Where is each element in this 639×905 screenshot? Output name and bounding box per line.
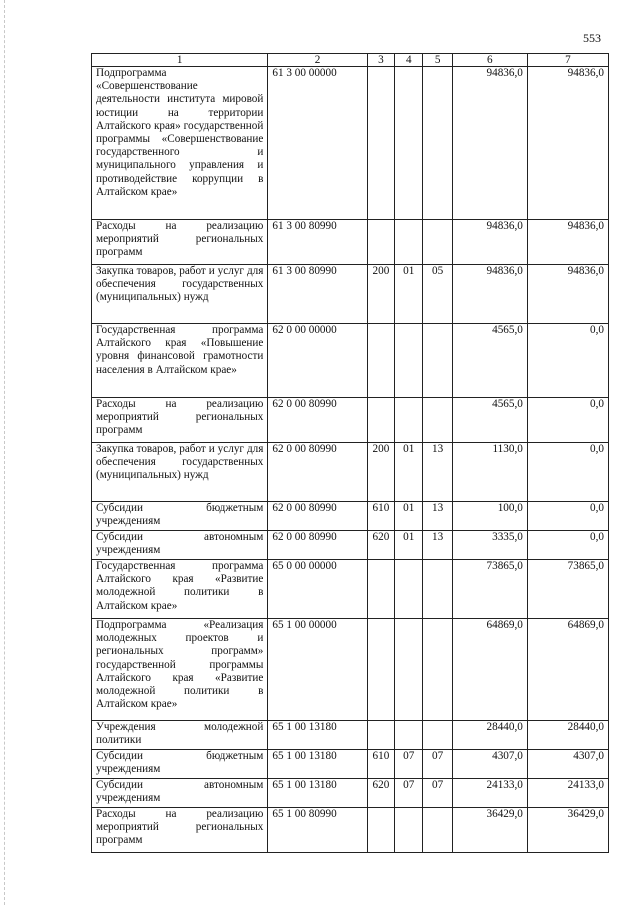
row-col-3 [367, 398, 394, 443]
row-name: Субсидии автономным учреждениям [92, 779, 268, 808]
row-col-3: 200 [367, 265, 394, 324]
row-col-4 [395, 808, 423, 853]
row-col-4: 01 [395, 265, 423, 324]
row-value-7: 94836,0 [527, 265, 608, 324]
row-col-3: 610 [367, 750, 394, 779]
table-row [92, 750, 609, 779]
row-value-6: 94836,0 [452, 265, 527, 324]
row-col-5 [423, 721, 452, 750]
row-col-4 [395, 619, 423, 721]
row-name: Государственная программа Алтайского края «Повышение уровня финансовой грамотности населения в Алтайском крае» [92, 324, 268, 398]
row-col-5: 07 [423, 779, 452, 808]
row-value-7: 24133,0 [527, 779, 608, 808]
header-col-1: 1 [92, 54, 268, 67]
table-row [92, 721, 609, 750]
row-col-5 [423, 398, 452, 443]
header-col-4: 4 [395, 54, 423, 67]
page-number: 553 [583, 31, 601, 45]
row-name: Расходы на реализацию мероприятий региональных программ [92, 220, 268, 265]
row-value-7: 94836,0 [527, 67, 608, 220]
row-code: 61 3 00 80990 [268, 220, 367, 265]
header-col-3: 3 [367, 54, 394, 67]
row-col-4: 07 [395, 750, 423, 779]
table-row [92, 324, 609, 398]
row-col-3: 200 [367, 443, 394, 502]
table-header-row [92, 54, 609, 67]
row-value-6: 28440,0 [452, 721, 527, 750]
row-name: Государственная программа Алтайского края «Развитие молодежной политики в Алтайском крае» [92, 560, 268, 619]
row-value-6: 64869,0 [452, 619, 527, 721]
row-col-4: 01 [395, 443, 423, 502]
row-name: Расходы на реализацию мероприятий региональных программ [92, 808, 268, 853]
table-row [92, 560, 609, 619]
row-code: 65 1 00 13180 [268, 750, 367, 779]
row-value-7: 0,0 [527, 398, 608, 443]
row-col-4 [395, 324, 423, 398]
row-name: Учреждения молодежной политики [92, 721, 268, 750]
row-value-7: 0,0 [527, 502, 608, 531]
row-code: 65 0 00 00000 [268, 560, 367, 619]
row-code: 62 0 00 00000 [268, 324, 367, 398]
row-col-4: 01 [395, 531, 423, 560]
row-value-6: 3335,0 [452, 531, 527, 560]
row-code: 65 1 00 13180 [268, 779, 367, 808]
table-row [92, 531, 609, 560]
row-code: 62 0 00 80990 [268, 443, 367, 502]
table-row [92, 67, 609, 220]
row-value-6: 4307,0 [452, 750, 527, 779]
row-code: 65 1 00 00000 [268, 619, 367, 721]
row-name: Закупка товаров, работ и услуг для обеспечения государственных (муниципальных) нужд [92, 265, 268, 324]
row-value-7: 4307,0 [527, 750, 608, 779]
row-col-5 [423, 220, 452, 265]
row-col-3 [367, 220, 394, 265]
row-col-4 [395, 721, 423, 750]
row-code: 62 0 00 80990 [268, 502, 367, 531]
row-value-6: 4565,0 [452, 324, 527, 398]
row-code: 65 1 00 80990 [268, 808, 367, 853]
row-value-7: 94836,0 [527, 220, 608, 265]
row-col-5: 13 [423, 502, 452, 531]
table-row [92, 398, 609, 443]
row-name: Расходы на реализацию мероприятий региональных программ [92, 398, 268, 443]
row-name: Подпрограмма «Реализация молодежных проектов и региональных программ» государственной программы Алтайского края «Развитие молодежной политики в Алтайском крае» [92, 619, 268, 721]
row-col-3 [367, 67, 394, 220]
row-name: Субсидии автономным учреждениям [92, 531, 268, 560]
row-name: Субсидии бюджетным учреждениям [92, 750, 268, 779]
row-col-5 [423, 324, 452, 398]
row-value-6: 36429,0 [452, 808, 527, 853]
row-col-5: 07 [423, 750, 452, 779]
row-col-4: 07 [395, 779, 423, 808]
row-value-6: 94836,0 [452, 220, 527, 265]
row-col-3: 620 [367, 779, 394, 808]
row-name: Закупка товаров, работ и услуг для обеспечения государственных (муниципальных) нужд [92, 443, 268, 502]
table-row [92, 220, 609, 265]
row-col-5: 13 [423, 531, 452, 560]
row-value-6: 94836,0 [452, 67, 527, 220]
table-row [92, 502, 609, 531]
row-value-7: 0,0 [527, 531, 608, 560]
row-col-5: 05 [423, 265, 452, 324]
row-code: 61 3 00 80990 [268, 265, 367, 324]
header-col-2: 2 [268, 54, 367, 67]
row-value-6: 24133,0 [452, 779, 527, 808]
table-row [92, 443, 609, 502]
row-value-6: 73865,0 [452, 560, 527, 619]
row-value-6: 4565,0 [452, 398, 527, 443]
row-col-3 [367, 808, 394, 853]
row-code: 61 3 00 00000 [268, 67, 367, 220]
row-col-3 [367, 721, 394, 750]
row-col-4: 01 [395, 502, 423, 531]
row-col-3 [367, 324, 394, 398]
row-col-3 [367, 619, 394, 721]
header-col-5: 5 [423, 54, 452, 67]
row-code: 62 0 00 80990 [268, 398, 367, 443]
row-name: Подпрограмма «Совершенствование деятельности института мировой юстиции на территории Алтайского края» государственной программы «Совершенствование государственного и муниципального управления и противодействие коррупции в Алтайском крае» [92, 67, 268, 220]
row-code: 65 1 00 13180 [268, 721, 367, 750]
row-value-7: 64869,0 [527, 619, 608, 721]
row-col-3 [367, 560, 394, 619]
row-code: 62 0 00 80990 [268, 531, 367, 560]
header-col-6: 6 [452, 54, 527, 67]
table-row [92, 808, 609, 853]
row-col-5 [423, 619, 452, 721]
row-name: Субсидии бюджетным учреждениям [92, 502, 268, 531]
row-col-3: 620 [367, 531, 394, 560]
row-value-6: 100,0 [452, 502, 527, 531]
row-col-5 [423, 560, 452, 619]
row-col-5: 13 [423, 443, 452, 502]
row-col-5 [423, 808, 452, 853]
row-value-6: 1130,0 [452, 443, 527, 502]
page-margin-line [4, 0, 5, 905]
budget-table [91, 53, 609, 853]
table-row [92, 265, 609, 324]
row-col-4 [395, 560, 423, 619]
row-col-4 [395, 220, 423, 265]
row-col-3: 610 [367, 502, 394, 531]
row-value-7: 73865,0 [527, 560, 608, 619]
row-col-4 [395, 67, 423, 220]
row-value-7: 28440,0 [527, 721, 608, 750]
row-col-4 [395, 398, 423, 443]
table-row [92, 779, 609, 808]
table-row [92, 619, 609, 721]
row-value-7: 0,0 [527, 443, 608, 502]
row-value-7: 36429,0 [527, 808, 608, 853]
header-col-7: 7 [527, 54, 608, 67]
row-value-7: 0,0 [527, 324, 608, 398]
row-col-5 [423, 67, 452, 220]
